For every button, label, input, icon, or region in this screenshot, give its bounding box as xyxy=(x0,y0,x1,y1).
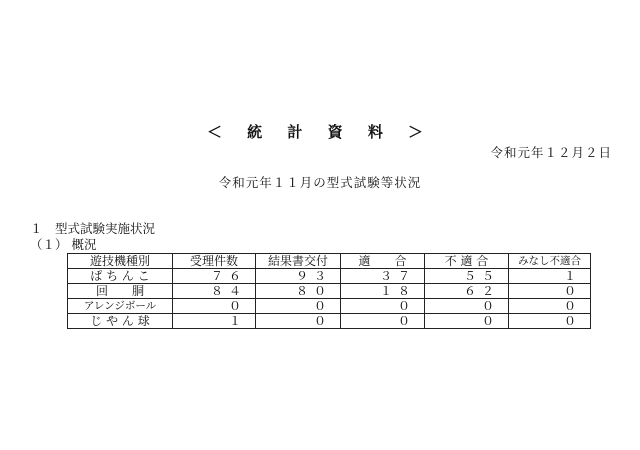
document-title: ＜ 統 計 資 料 ＞ xyxy=(206,123,434,141)
document-date: 令和元年１２月２日 xyxy=(490,145,612,160)
table-row xyxy=(68,269,591,284)
column-header-received: 受理件数 xyxy=(173,254,256,269)
table-cell: ぱ ち ん こ xyxy=(68,269,173,284)
column-header-type: 遊技機種別 xyxy=(68,254,173,269)
table-row xyxy=(68,314,591,329)
column-header-fail: 不 適 合 xyxy=(425,254,509,269)
table-cell: ７６ xyxy=(173,269,256,284)
table-cell: 回 胴 xyxy=(68,284,173,299)
column-header-deemed-fail: みなし不適合 xyxy=(509,254,591,269)
table-cell: ０ xyxy=(256,299,341,314)
table-cell: ０ xyxy=(425,299,509,314)
table-cell: ０ xyxy=(509,284,591,299)
table-row xyxy=(68,284,591,299)
table-cell: ０ xyxy=(173,299,256,314)
table-cell: ８４ xyxy=(173,284,256,299)
table-row xyxy=(68,299,591,314)
table-cell: １ xyxy=(509,269,591,284)
table-cell: ０ xyxy=(341,299,425,314)
table-cell: ０ xyxy=(425,314,509,329)
table-cell: １８ xyxy=(341,284,425,299)
table-cell: ９３ xyxy=(256,269,341,284)
inspection-table xyxy=(67,253,591,329)
table-cell: ０ xyxy=(341,314,425,329)
table-cell: １ xyxy=(173,314,256,329)
table-header-row xyxy=(68,254,591,269)
section-heading: １ 型式試験実施状況 xyxy=(30,221,156,236)
table-cell: ０ xyxy=(509,314,591,329)
subsection-heading: （１） 概況 xyxy=(30,237,97,252)
table-cell: アレンジボール xyxy=(68,299,173,314)
table-cell: じ や ん 球 xyxy=(68,314,173,329)
table-cell: ０ xyxy=(509,299,591,314)
column-header-pass: 適 合 xyxy=(341,254,425,269)
table-cell: ６２ xyxy=(425,284,509,299)
table-cell: ５５ xyxy=(425,269,509,284)
document-subtitle: 令和元年１１月の型式試験等状況 xyxy=(218,175,422,190)
column-header-issued: 結果書交付 xyxy=(256,254,341,269)
table-cell: ８０ xyxy=(256,284,341,299)
table-cell: ０ xyxy=(256,314,341,329)
table-cell: ３７ xyxy=(341,269,425,284)
